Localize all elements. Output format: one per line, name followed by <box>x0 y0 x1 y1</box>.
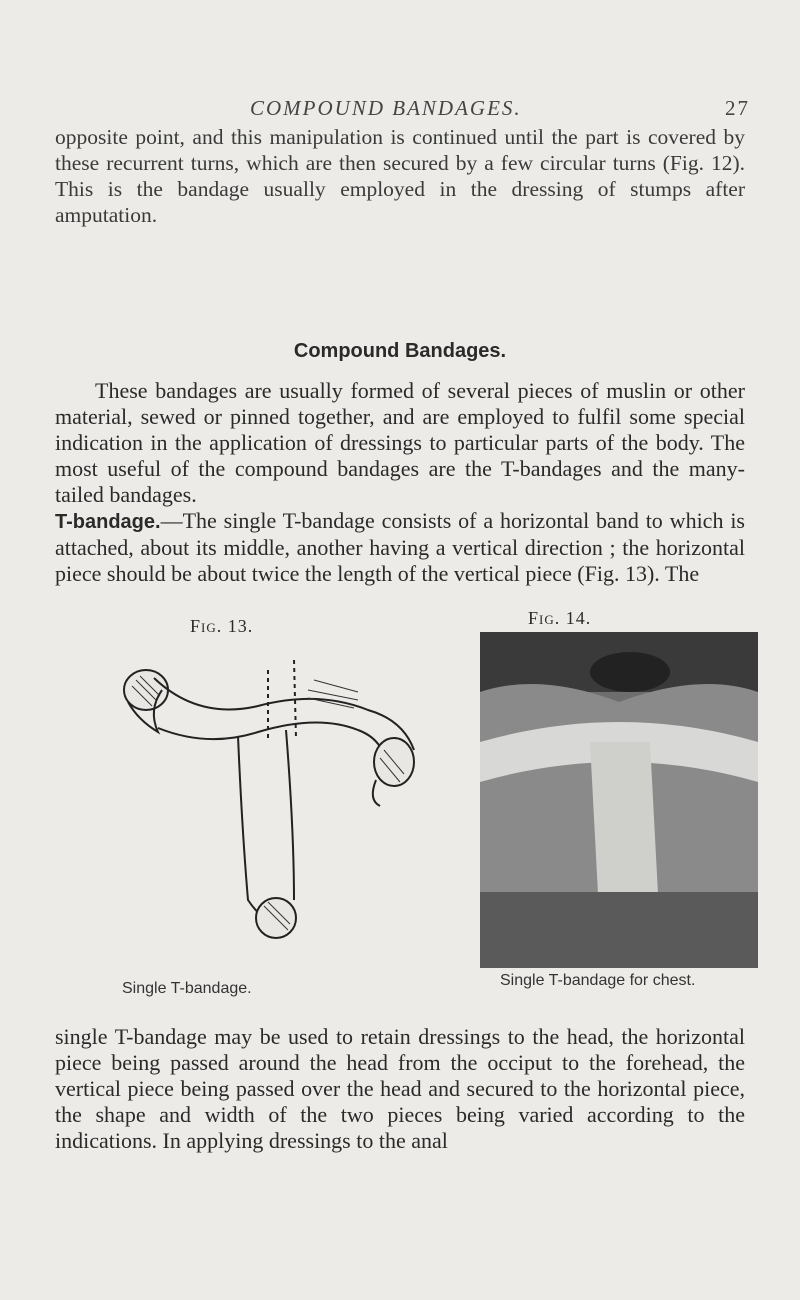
running-head <box>250 96 750 121</box>
paragraph-text: These bandages are usually formed of several pieces of muslin or other material, sewed or pinned together, and are employed to fulfil some special indication in the application of dressings to particular parts of the body. The most useful of the compound bandages are the T-bandages and the many-tailed bandages. <box>55 378 745 507</box>
run-in-heading: T-bandage. <box>55 511 161 533</box>
figure-14-label: Fig. 14. <box>528 608 592 628</box>
paragraph-text: —The single T-bandage consists of a horizontal band to which is attached, about its middle, another having a vertical direction ; the horizontal piece should be about twice the length of the vertical piece (Fig. 13). The <box>55 508 745 586</box>
paragraph-single-t-bandage: single T-bandage may be used to retain dressings to the head, the horizontal piece being passed around the head from the occiput to the forehead, the vertical piece being passed over the head and secured to the horizontal piece, the shape and width of the two pieces being varied according to the indications. In applying dressings to the anal <box>55 1024 745 1153</box>
paragraph-compound-bandages <box>55 378 745 587</box>
paragraph-continued: opposite point, and this manipulation is continued until the part is covered by these recurrent turns, which are then secured by a few circular turns (Fig. 12). This is the bandage usually employed in the dressing of stumps after amputation. <box>55 125 745 227</box>
chest-bandage-photo <box>480 632 758 968</box>
page-number: 27 <box>725 96 750 120</box>
running-title: COMPOUND BANDAGES. <box>250 96 522 120</box>
t-bandage-illustration <box>118 650 434 960</box>
figure-13-caption: Single T-bandage. <box>122 980 252 997</box>
figure-14-caption: Single T-bandage for chest. <box>500 972 696 989</box>
section-heading: Compound Bandages. <box>293 340 507 362</box>
figure-13-label: Fig. 13. <box>190 616 254 636</box>
